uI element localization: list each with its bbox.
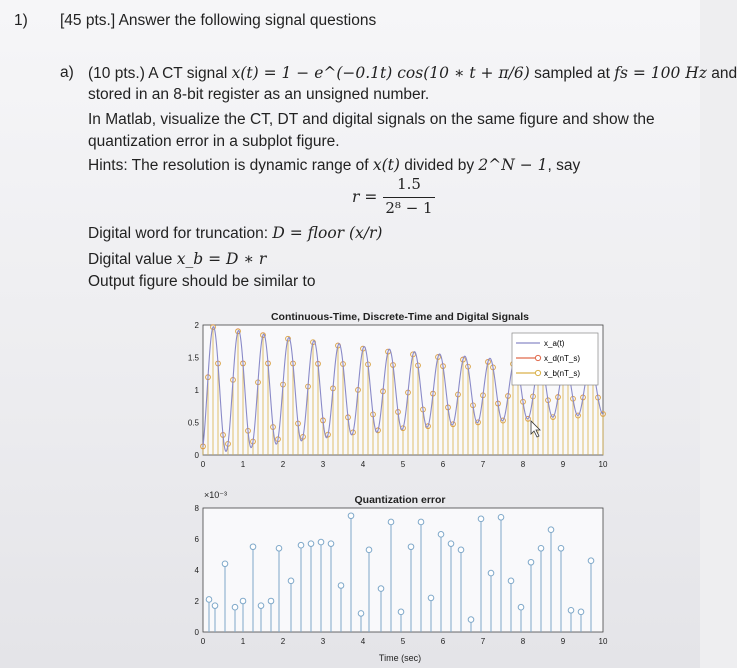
line5-var: x(t): [372, 156, 400, 174]
error-marker: [212, 603, 218, 609]
resolution-denominator: 2⁸ − 1: [385, 199, 433, 217]
error-marker: [318, 539, 324, 545]
legend-digital-label: x_b(nT_s): [544, 369, 581, 378]
line5-suffix: , say: [547, 157, 581, 174]
plot2-title: Quantization error: [354, 494, 446, 506]
error-marker: [348, 513, 354, 519]
line1-prefix: (10 pts.) A CT signal: [88, 65, 228, 82]
error-marker: [558, 546, 564, 552]
error-marker: [358, 611, 364, 617]
plot1-xtick: 1: [240, 460, 246, 469]
error-marker: [258, 603, 264, 609]
line5-mid: divided by: [404, 157, 475, 174]
error-marker: [478, 516, 484, 522]
legend-digital-marker: [535, 370, 540, 375]
error-marker: [448, 541, 454, 547]
error-marker: [276, 546, 282, 552]
part-a-line2: stored in an 8-bit register as an unsigned number.: [88, 86, 430, 103]
plot2-xtick: 7: [480, 637, 486, 646]
error-marker: [588, 558, 594, 564]
plot1-legend: [512, 333, 598, 385]
digital-value-formula: x_b = D ∗ r: [176, 250, 267, 268]
resolution-numerator: 1.5: [397, 175, 421, 193]
error-marker: [240, 598, 246, 604]
plot1-xtick: 8: [520, 460, 526, 469]
error-marker: [268, 598, 274, 604]
plot1-title: Continuous-Time, Discrete-Time and Digital Signals: [270, 311, 530, 323]
plot1-group: [188, 311, 608, 469]
part-a-line3: In Matlab, visualize the CT, DT and digital signals on the same figure and show the: [88, 111, 655, 128]
error-marker: [366, 547, 372, 553]
error-marker: [438, 532, 444, 538]
plot2-xtick: 2: [280, 637, 286, 646]
plot1-xtick: 2: [280, 460, 286, 469]
plot1-xticks: [201, 460, 608, 469]
legend-ct-label: x_a(t): [544, 339, 565, 348]
error-marker: [468, 617, 474, 623]
plot2-ytick: 6: [194, 535, 199, 544]
error-marker: [222, 561, 228, 567]
error-marker: [428, 595, 434, 601]
error-marker: [398, 609, 404, 615]
plot1-xtick: 9: [560, 460, 566, 469]
error-marker: [488, 570, 494, 576]
error-marker: [458, 547, 464, 553]
error-marker: [328, 541, 334, 547]
plot1-ytick: 2: [194, 321, 199, 330]
plot1-ytick: 0.5: [187, 418, 199, 428]
plot1-ytick: 1: [194, 386, 199, 395]
plot2-yticks: [195, 504, 200, 637]
plot2-group: [195, 490, 608, 663]
legend-dt-marker: [535, 355, 540, 360]
plot2-xtick: 0: [200, 637, 206, 646]
plot1-ytick: 1.5: [187, 353, 199, 363]
error-marker: [538, 546, 544, 552]
line5-pow: 2^N − 1: [478, 156, 548, 174]
plot2-xtick: 4: [360, 637, 366, 646]
plot1-xtick: 4: [360, 460, 366, 469]
plot1-xtick: 3: [320, 460, 326, 469]
plot1-ytick: 0: [194, 451, 199, 460]
signal-formula: x(t) = 1 − e^(−0.1t) cos(10 ∗ t + π/6): [231, 64, 530, 82]
plot2-xtick: 1: [240, 637, 246, 646]
plot2-ytick: 2: [194, 597, 199, 606]
error-marker: [568, 608, 574, 614]
error-marker: [338, 583, 344, 589]
error-marker: [378, 586, 384, 592]
plot2-ytick: 8: [194, 504, 199, 513]
plot2-xtick: 8: [520, 637, 526, 646]
plot2-multiplier: ×10⁻³: [204, 490, 228, 500]
error-marker: [408, 544, 414, 550]
part-a-line4: quantization error in a subplot figure.: [88, 133, 340, 150]
error-marker: [418, 519, 424, 525]
error-marker: [206, 597, 212, 603]
plot1-xtick: 7: [480, 460, 486, 469]
plot2-xtick: 10: [598, 637, 608, 646]
plot1-xtick: 6: [440, 460, 446, 469]
digital-value-label: Digital value: [88, 251, 173, 268]
error-marker: [388, 519, 394, 525]
error-marker: [548, 527, 554, 533]
digital-word-label: Digital word for truncation:: [88, 225, 269, 242]
error-marker: [508, 578, 514, 584]
plot1-xtick: 10: [598, 460, 608, 469]
resolution-lhs: r =: [352, 188, 378, 206]
plot2-xtick: 5: [400, 637, 406, 646]
error-marker: [250, 544, 256, 550]
error-marker: [288, 578, 294, 584]
digital-word-formula: D = floor (x/r): [272, 224, 383, 242]
error-marker: [498, 515, 504, 521]
plot1-xtick: 5: [400, 460, 406, 469]
error-marker: [308, 541, 314, 547]
legend-dt-label: x_d(nT_s): [544, 354, 581, 363]
output-line: Output figure should be similar to: [88, 273, 316, 290]
line5-prefix: Hints: The resolution is dynamic range of: [88, 157, 369, 174]
plot2-xtick: 6: [440, 637, 446, 646]
plot2-ytick: 0: [194, 628, 199, 637]
question-number: 1): [14, 12, 28, 29]
plot2-xlabel: Time (sec): [378, 653, 422, 663]
error-marker: [578, 609, 584, 615]
plot2-xtick: 9: [560, 637, 566, 646]
error-marker: [528, 559, 534, 565]
plot1-yticks: [188, 321, 200, 460]
error-marker: [298, 542, 304, 548]
question-header: [45 pts.] Answer the following signal questions: [60, 12, 377, 29]
plot1-xtick: 0: [200, 460, 206, 469]
plot2-ytick: 4: [194, 566, 199, 575]
sample-rate: fs = 100 Hz: [614, 64, 707, 82]
error-marker: [518, 604, 524, 610]
line1-suffix: and: [711, 65, 737, 82]
plot2-xticks: [201, 637, 608, 646]
error-marker: [232, 604, 238, 610]
part-a-label: a): [60, 64, 74, 81]
plot2-xtick: 3: [320, 637, 326, 646]
line1-mid: sampled at: [534, 65, 610, 82]
